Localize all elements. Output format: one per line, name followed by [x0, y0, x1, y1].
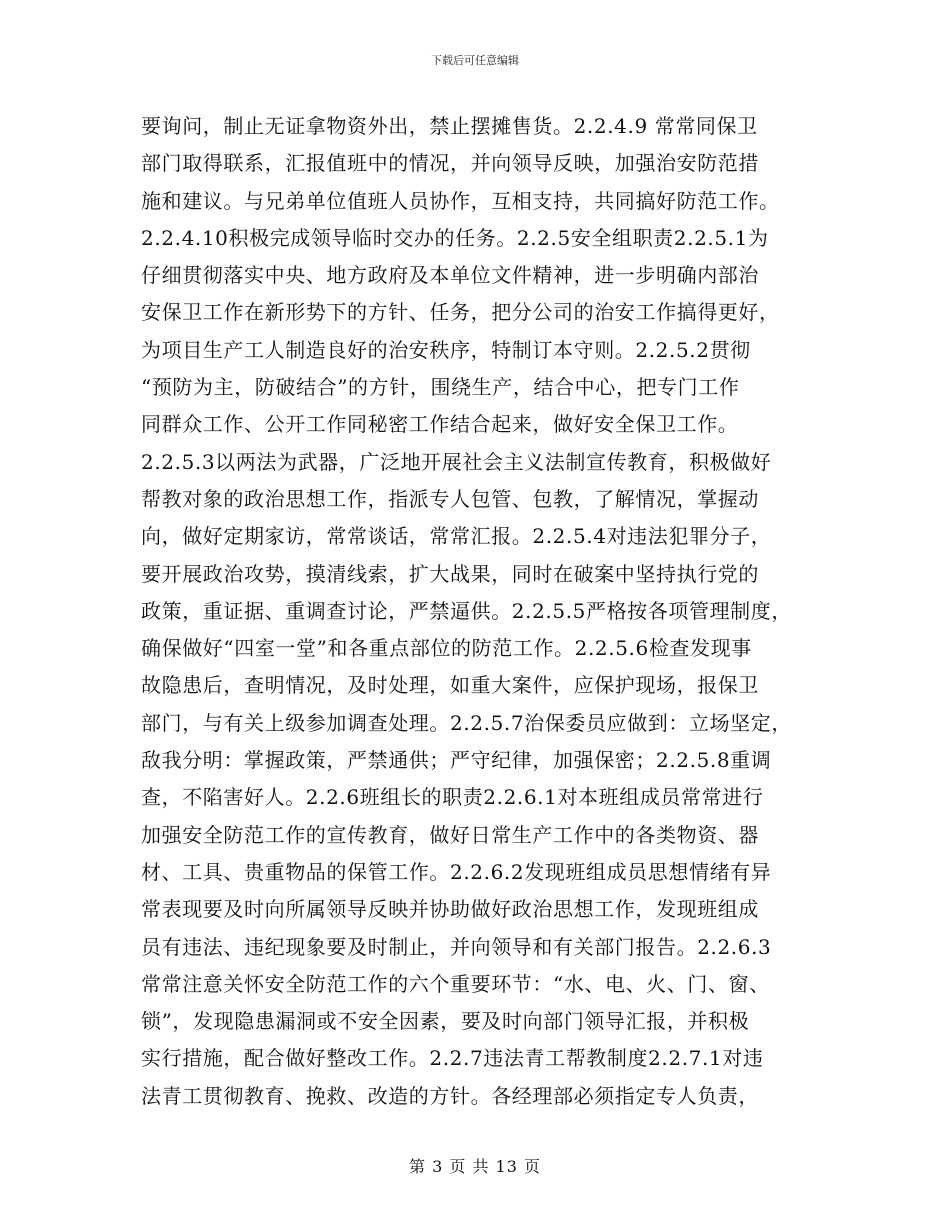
- text-line: 2.2.5.3以两法为武器，广泛地开展社会主义法制宣传教育，积极做好: [141, 449, 772, 474]
- text-line: 常表现要及时向所属领导反映并协助做好政治思想工作，发现班组成: [141, 897, 759, 922]
- text-line: 实行措施，配合做好整改工作。2.2.7违法青工帮教制度2.2.7.1对违: [141, 1046, 764, 1071]
- text-line: 敌我分明：掌握政策，严禁通供；严守纪律，加强保密；2.2.5.8重调: [141, 748, 772, 773]
- text-line: 法青工贯彻教育、挽救、改造的方针。各经理部必须指定专人负责，: [141, 1083, 759, 1108]
- text-line: 同群众工作、公开工作同秘密工作结合起来，做好安全保卫工作。: [141, 412, 739, 437]
- document-body: [141, 108, 821, 1115]
- text-line: 要询问，制止无证拿物资外出，禁止摆摊售货。2.2.4.9 常常同保卫: [141, 114, 758, 138]
- text-line: 2.2.4.10积极完成领导临时交办的任务。2.2.5安全组职责2.2.5.1为: [141, 225, 769, 250]
- text-line: 仔细贯彻落实中央、地方政府及本单位文件精神，进一步明确内部治: [141, 263, 759, 288]
- text-line: 部门，与有关上级参加调查处理。2.2.5.7治保委员应做到：立场坚定，: [141, 710, 792, 735]
- text-line: 要开展政治攻势，摸清线索，扩大战果，同时在破案中坚持执行党的: [141, 561, 759, 586]
- text-line: 故隐患后，查明情况，及时处理，如重大案件，应保护现场，报保卫: [141, 673, 759, 698]
- text-line: 材、工具、贵重物品的保管工作。2.2.6.2发现班组成员思想情绪有异: [141, 859, 772, 884]
- text-line: 部门取得联系，汇报值班中的情况，并向领导反映，加强治安防范措: [141, 151, 759, 176]
- text-line: 查，不陷害好人。2.2.6班组长的职责2.2.6.1对本班组成员常常进行: [141, 785, 764, 810]
- text-line: 常常注意关怀安全防范工作的六个重要环节：“水、电、火、门、窗、: [141, 971, 770, 996]
- page-number-footer: 第 3 页 共 13 页: [409, 1157, 541, 1176]
- text-line: 政策，重证据、重调查讨论，严禁逼供。2.2.5.5严格按各项管理制度，: [141, 598, 792, 623]
- text-line: 员有违法、违纪现象要及时制止，并向领导和有关部门报告。2.2.6.3: [141, 934, 772, 959]
- page-header-note: 下载后可任意编辑: [431, 54, 519, 67]
- text-line: 为项目生产工人制造良好的治安秩序，特制订本守则。2.2.5.2贯彻: [141, 337, 751, 362]
- text-line: 确保做好“四室一堂”和各重点部位的防范工作。2.2.5.6检查发现事: [141, 636, 752, 661]
- text-line: “预防为主，防破结合”的方针，围绕生产，结合中心，把专门工作: [141, 375, 740, 400]
- text-line: 加强安全防范工作的宣传教育，做好日常生产工作中的各类物资、器: [141, 822, 759, 847]
- text-line: 锁”，发现隐患漏洞或不安全因素，要及时向部门领导汇报，并积极: [141, 1009, 750, 1034]
- text-line: 向，做好定期家访，常常谈话，常常汇报。2.2.5.4对违法犯罪分子，: [141, 524, 772, 549]
- text-line: 施和建议。与兄弟单位值班人员协作，互相支持，共同搞好防范工作。: [141, 188, 780, 213]
- text-line: 帮教对象的政治思想工作，指派专人包管、包教，了解情况，掌握动: [141, 486, 759, 511]
- text-line: 安保卫工作在新形势下的方针、任务，把分公司的治安工作搞得更好，: [141, 300, 780, 325]
